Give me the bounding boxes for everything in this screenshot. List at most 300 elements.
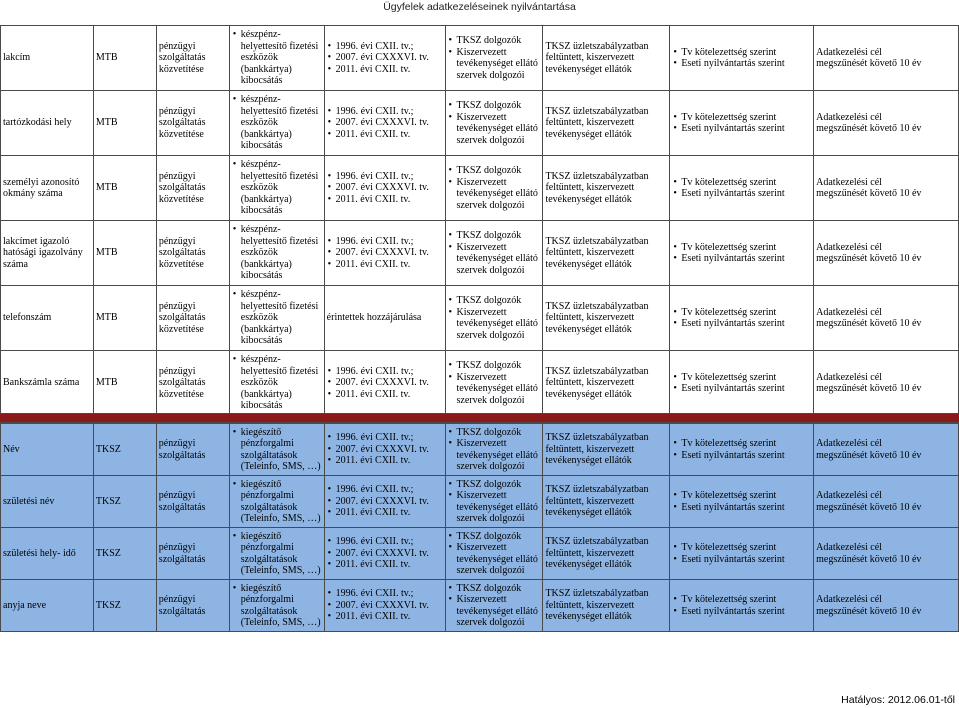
cell-line: • kiegészítő <box>240 530 282 542</box>
rules-cell <box>543 476 670 528</box>
cell-line: közvetítése <box>158 128 204 140</box>
access-item <box>448 295 541 307</box>
access-item <box>448 360 541 372</box>
cell-line: • 2011. évi CXII. tv. <box>327 64 443 76</box>
source-cell: TKSZ <box>93 580 156 632</box>
cell-line: szervek dolgozói <box>456 513 525 524</box>
cell-line: • Kiszervezett <box>456 438 507 449</box>
cell-line: Adatkezelési cél <box>816 241 882 253</box>
cell-line: szolgáltatások <box>240 501 298 513</box>
cell-line: • 1996. évi CXII. tv.; <box>327 588 443 600</box>
purpose-cell <box>814 91 959 156</box>
cell-line: • 2007. évi CXXXVI. tv. <box>327 182 443 194</box>
cell-line: TKSZ üzletszabályzatban <box>545 105 649 117</box>
cell-line: tevékenységet ellátók <box>545 193 632 205</box>
rules-cell <box>543 91 670 156</box>
cell-line: • TKSZ dolgozók <box>456 530 522 542</box>
legal-basis-cell <box>324 528 445 580</box>
service-cell <box>229 528 324 580</box>
cell-line: pénzügyi <box>158 490 196 501</box>
service-item <box>232 289 322 347</box>
cell-line: pénzügyi <box>158 542 196 553</box>
rules-cell <box>543 286 670 351</box>
cell-line: feltüntett, kiszervezett <box>545 377 635 389</box>
cell-line: feltüntett, kiszervezett <box>545 247 635 259</box>
records-table-bottom <box>0 423 959 632</box>
cell-line: • TKSZ dolgozók <box>456 478 522 490</box>
service-item <box>232 159 322 217</box>
cell-line: tevékenységet ellátó <box>456 253 538 264</box>
access-item <box>448 542 541 577</box>
cell-line: tevékenységet ellátó <box>456 318 538 329</box>
cell-line: eszközök <box>240 247 278 259</box>
cell-line: • készpénz- <box>240 29 281 41</box>
legal-basis-cell <box>324 286 445 351</box>
purpose-cell <box>814 156 959 221</box>
cell-line: pénzügyi <box>158 105 196 117</box>
cell-line: megszűnését követő 10 év <box>816 253 922 264</box>
cell-line: TKSZ üzletszabályzatban <box>545 40 649 52</box>
page-title: Ügyfelek adatkezeléseinek nyilvántartása <box>383 1 576 13</box>
cell-line: • 1996. évi CXII. tv.; <box>327 41 443 53</box>
access-cell <box>445 221 543 286</box>
cell-line: • Eseti nyilvántartás szerint <box>672 450 811 462</box>
access-item <box>448 438 541 473</box>
rules-cell <box>543 221 670 286</box>
cell-line: • 2007. évi CXXXVI. tv. <box>327 548 443 560</box>
cell-line: szervek dolgozói <box>456 134 525 146</box>
cell-line: kibocsátás <box>240 400 283 412</box>
cell-line: szervek dolgozói <box>456 329 525 341</box>
legal-basis-cell <box>324 476 445 528</box>
cell-line: szolgáltatás <box>158 449 206 461</box>
cell-line: (bankkártya) <box>240 63 292 75</box>
activity-cell <box>156 424 229 476</box>
access-cell <box>445 156 543 221</box>
cell-line: szolgáltatás <box>158 117 206 129</box>
source-cell: MTB <box>93 156 156 221</box>
cell-line: • TKSZ dolgozók <box>456 165 522 176</box>
table-row <box>1 26 959 91</box>
cell-line: pénzforgalmi <box>240 594 294 605</box>
cell-line: kibocsátás <box>240 335 283 347</box>
cell-line: tevékenységet ellátók <box>545 455 632 467</box>
cell-line: • Tv kötelezettség szerint <box>672 47 811 59</box>
service-item <box>232 427 322 473</box>
cell-line: Adatkezelési cél <box>816 111 882 123</box>
access-item <box>448 112 541 147</box>
cell-line: pénzügyi <box>158 300 196 312</box>
cell-line: • TKSZ dolgozók <box>456 426 522 438</box>
retention-cell <box>670 156 814 221</box>
cell-line: közvetítése <box>158 63 204 75</box>
cell-line: Adatkezelési cél <box>816 176 882 188</box>
cell-line: helyettesítő fizetési <box>240 365 319 377</box>
cell-line: (Teleinfo, SMS, …) <box>240 513 321 524</box>
cell-line: • kiegészítő <box>240 426 282 438</box>
cell-line: megszűnését követő 10 év <box>816 553 922 565</box>
cell-line: megszűnését követő 10 év <box>816 123 922 134</box>
source-cell: TKSZ <box>93 476 156 528</box>
cell-line: • Kiszervezett <box>456 371 507 383</box>
cell-line: • 1996. évi CXII. tv.; <box>327 484 443 496</box>
cell-line: (bankkártya) <box>240 193 292 205</box>
service-cell <box>229 91 324 156</box>
cell-line: helyettesítő fizetési <box>240 300 319 312</box>
cell-line: szolgáltatás <box>158 312 206 324</box>
activity-cell <box>156 476 229 528</box>
cell-line: • Eseti nyilvántartás szerint <box>672 606 811 618</box>
cell-line: kibocsátás <box>240 270 283 282</box>
cell-line: pénzügyi <box>158 40 196 52</box>
purpose-cell <box>814 424 959 476</box>
cell-line: • Tv kötelezettség szerint <box>672 242 811 254</box>
cell-line: tevékenységet ellátó <box>456 605 538 617</box>
cell-line: Adatkezelési cél <box>816 594 882 605</box>
cell-line: szolgáltatás <box>158 247 206 259</box>
cell-line: pénzforgalmi <box>240 438 294 449</box>
cell-line: tevékenységet ellátó <box>456 501 538 513</box>
cell-line: • TKSZ dolgozók <box>456 295 522 306</box>
retention-cell <box>670 476 814 528</box>
source-cell: MTB <box>93 26 156 91</box>
cell-line: tevékenységet ellátó <box>456 449 538 461</box>
access-item <box>448 594 541 629</box>
cell-line: Adatkezelési cél <box>816 542 882 553</box>
retention-cell <box>670 91 814 156</box>
cell-line: • készpénz- <box>240 224 281 236</box>
source-cell: MTB <box>93 91 156 156</box>
rules-cell <box>543 424 670 476</box>
purpose-cell <box>814 528 959 580</box>
cell-line: • kiegészítő <box>240 478 282 490</box>
cell-line: • 2011. évi CXII. tv. <box>327 129 443 141</box>
cell-line: • 2011. évi CXII. tv. <box>327 507 443 519</box>
cell-line: pénzügyi <box>158 235 196 247</box>
cell-line: • Kiszervezett <box>456 241 507 253</box>
cell-line: tevékenységet ellátó <box>456 553 538 565</box>
service-cell <box>229 476 324 528</box>
cell-line: TKSZ üzletszabályzatban <box>545 536 649 548</box>
table-row <box>1 351 959 416</box>
service-cell <box>229 221 324 286</box>
cell-line: TKSZ üzletszabályzatban <box>545 365 649 377</box>
cell-line: • 2007. évi CXXXVI. tv. <box>327 444 443 456</box>
cell-line: TKSZ üzletszabályzatban <box>545 484 649 496</box>
cell-line: TKSZ üzletszabályzatban <box>545 300 649 312</box>
cell-line: szolgáltatás <box>158 501 206 513</box>
access-item <box>448 165 541 177</box>
source-cell: MTB <box>93 221 156 286</box>
cell-line: (bankkártya) <box>240 258 292 270</box>
rules-cell <box>543 528 670 580</box>
cell-line: tevékenységet ellátók <box>545 559 632 571</box>
cell-line: szervek dolgozói <box>456 565 525 576</box>
cell-line: • 2007. évi CXXXVI. tv. <box>327 52 443 64</box>
data-category-cell: születési hely- idő <box>1 528 94 580</box>
access-item <box>448 177 541 212</box>
cell-line: • 2007. évi CXXXVI. tv. <box>327 117 443 129</box>
cell-line: szolgáltatás <box>158 182 206 194</box>
retention-cell <box>670 528 814 580</box>
cell-line: megszűnését követő 10 év <box>816 501 922 513</box>
cell-line: • Kiszervezett <box>456 111 507 123</box>
cell-line: (Teleinfo, SMS, …) <box>240 565 321 576</box>
data-category-cell: anyja neve <box>1 580 94 632</box>
service-cell <box>229 286 324 351</box>
activity-cell <box>156 286 229 351</box>
legal-basis-cell <box>324 351 445 416</box>
cell-line: • Tv kötelezettség szerint <box>672 177 811 189</box>
rules-cell <box>543 26 670 91</box>
cell-line: szolgáltatások <box>240 449 298 461</box>
table-row <box>1 286 959 351</box>
cell-line: • TKSZ dolgozók <box>456 35 522 46</box>
cell-line: szolgáltatás <box>158 52 206 64</box>
cell-line: TKSZ üzletszabályzatban <box>545 432 649 444</box>
cell-line: kibocsátás <box>240 75 283 87</box>
cell-line: feltüntett, kiszervezett <box>545 52 635 64</box>
service-item <box>232 29 322 87</box>
table-row <box>1 221 959 286</box>
cell-line: helyettesítő fizetési <box>240 105 319 117</box>
cell-line: feltüntett, kiszervezett <box>545 599 635 611</box>
cell-line: • Eseti nyilvántartás szerint <box>672 188 811 200</box>
source-cell: TKSZ <box>93 424 156 476</box>
cell-line: közvetítése <box>158 323 204 335</box>
cell-line: • 1996. évi CXII. tv.; <box>327 366 443 378</box>
cell-line: feltüntett, kiszervezett <box>545 495 635 507</box>
rules-cell <box>543 156 670 221</box>
cell-line: • 2011. évi CXII. tv. <box>327 259 443 271</box>
cell-line: helyettesítő fizetési <box>240 40 319 52</box>
cell-line: eszközök <box>240 377 278 389</box>
cell-line: tevékenységet ellátó <box>456 123 538 134</box>
legal-basis-cell <box>324 580 445 632</box>
section-separator <box>0 413 959 423</box>
table-row <box>1 156 959 221</box>
cell-line: megszűnését követő 10 év <box>816 188 922 199</box>
access-cell <box>445 580 543 632</box>
cell-line: • 1996. évi CXII. tv.; <box>327 171 443 183</box>
access-cell <box>445 351 543 416</box>
cell-line: • készpénz- <box>240 94 281 106</box>
cell-line: • TKSZ dolgozók <box>456 360 522 371</box>
activity-cell <box>156 91 229 156</box>
activity-cell <box>156 528 229 580</box>
retention-cell <box>670 580 814 632</box>
cell-line: feltüntett, kiszervezett <box>545 182 635 194</box>
legal-basis-cell <box>324 424 445 476</box>
access-item <box>448 230 541 242</box>
cell-line: • 2007. évi CXXXVI. tv. <box>327 600 443 612</box>
cell-line: • Kiszervezett <box>456 306 507 318</box>
cell-line: szervek dolgozói <box>456 199 525 211</box>
cell-line: megszűnését követő 10 év <box>816 605 922 617</box>
cell-line: • Kiszervezett <box>456 46 507 58</box>
access-cell <box>445 26 543 91</box>
retention-cell <box>670 26 814 91</box>
table-row <box>1 91 959 156</box>
cell-line: • 1996. évi CXII. tv.; <box>327 536 443 548</box>
access-cell <box>445 476 543 528</box>
cell-line: • 2011. évi CXII. tv. <box>327 455 443 467</box>
cell-line: szolgáltatás <box>158 553 206 565</box>
cell-line: • Eseti nyilvántartás szerint <box>672 318 811 330</box>
cell-line: kibocsátás <box>240 140 283 152</box>
cell-line: pénzügyi <box>158 365 196 377</box>
table-row <box>1 528 959 580</box>
cell-line: érintettek hozzájárulása <box>326 312 422 324</box>
legal-basis-cell <box>324 221 445 286</box>
service-cell <box>229 26 324 91</box>
cell-line: • Eseti nyilvántartás szerint <box>672 123 811 135</box>
cell-line: • Tv kötelezettség szerint <box>672 594 811 606</box>
cell-line: eszközök <box>240 52 278 64</box>
access-item <box>448 242 541 277</box>
cell-line: TKSZ üzletszabályzatban <box>545 588 649 600</box>
cell-line: tevékenységet ellátók <box>545 128 632 140</box>
data-category-cell: telefonszám <box>1 286 94 351</box>
access-cell <box>445 528 543 580</box>
cell-line: • Tv kötelezettség szerint <box>672 490 811 502</box>
access-item <box>448 479 541 491</box>
cell-line: tevékenységet ellátók <box>545 63 632 75</box>
cell-line: megszűnését követő 10 év <box>816 318 922 329</box>
data-category-cell: Bankszámla száma <box>1 351 94 416</box>
rules-cell <box>543 580 670 632</box>
purpose-cell <box>814 286 959 351</box>
cell-line: TKSZ üzletszabályzatban <box>545 235 649 247</box>
purpose-cell <box>814 221 959 286</box>
cell-line: (bankkártya) <box>240 323 292 335</box>
retention-cell <box>670 424 814 476</box>
cell-line: közvetítése <box>158 258 204 270</box>
data-category-cell: Név <box>1 424 94 476</box>
cell-line: tevékenységet ellátók <box>545 507 632 519</box>
cell-line: pénzügyi <box>158 170 196 182</box>
cell-line: • Kiszervezett <box>456 594 507 605</box>
cell-line: Adatkezelési cél <box>816 306 882 318</box>
cell-line: • TKSZ dolgozók <box>456 230 522 241</box>
cell-line: • Tv kötelezettség szerint <box>672 112 811 124</box>
source-cell: TKSZ <box>93 528 156 580</box>
cell-line: • 1996. évi CXII. tv.; <box>327 432 443 444</box>
cell-line: pénzforgalmi <box>240 542 294 553</box>
cell-line: kibocsátás <box>240 205 283 217</box>
service-item <box>232 224 322 282</box>
cell-line: helyettesítő fizetési <box>240 170 319 182</box>
cell-line: feltüntett, kiszervezett <box>545 547 635 559</box>
service-cell <box>229 424 324 476</box>
purpose-cell <box>814 351 959 416</box>
cell-line: • készpénz- <box>240 159 281 171</box>
cell-line: • Eseti nyilvántartás szerint <box>672 502 811 514</box>
cell-line: szervek dolgozói <box>456 461 525 472</box>
cell-line: pénzügyi <box>158 438 196 449</box>
retention-cell <box>670 351 814 416</box>
cell-line: • 2011. évi CXII. tv. <box>327 559 443 571</box>
cell-line: • Eseti nyilvántartás szerint <box>672 58 811 70</box>
access-cell <box>445 91 543 156</box>
service-item <box>232 479 322 525</box>
rules-cell <box>543 351 670 416</box>
data-category-cell: tartózkodási hely <box>1 91 94 156</box>
cell-line: (Teleinfo, SMS, …) <box>240 461 321 472</box>
cell-line: • Tv kötelezettség szerint <box>672 542 811 554</box>
cell-line: szervek dolgozói <box>456 617 525 628</box>
cell-line: (Teleinfo, SMS, …) <box>240 617 321 628</box>
access-item <box>448 490 541 525</box>
cell-line: • Eseti nyilvántartás szerint <box>672 383 811 395</box>
cell-line: • Kiszervezett <box>456 542 507 553</box>
activity-cell <box>156 221 229 286</box>
access-item <box>448 47 541 82</box>
cell-line: • Tv kötelezettség szerint <box>672 372 811 384</box>
cell-line: Adatkezelési cél <box>816 438 882 449</box>
activity-cell <box>156 351 229 416</box>
purpose-cell <box>814 26 959 91</box>
retention-cell <box>670 221 814 286</box>
cell-line: tevékenységet ellátók <box>545 611 632 623</box>
access-item <box>448 531 541 543</box>
purpose-cell <box>814 580 959 632</box>
records-table-top <box>0 25 959 416</box>
cell-line: • kiegészítő <box>240 582 282 594</box>
activity-cell <box>156 26 229 91</box>
cell-line: megszűnését követő 10 év <box>816 58 922 69</box>
cell-line: tevékenységet ellátó <box>456 58 538 69</box>
legal-basis-cell <box>324 26 445 91</box>
source-cell: MTB <box>93 351 156 416</box>
cell-line: megszűnését követő 10 év <box>816 449 922 461</box>
cell-line: helyettesítő fizetési <box>240 235 319 247</box>
cell-line: megszűnését követő 10 év <box>816 383 922 394</box>
table-row <box>1 580 959 632</box>
cell-line: • 2007. évi CXXXVI. tv. <box>327 247 443 259</box>
cell-line: feltüntett, kiszervezett <box>545 312 635 324</box>
access-item <box>448 372 541 407</box>
cell-line: • Tv kötelezettség szerint <box>672 438 811 450</box>
data-category-cell: személyi azonosító okmány száma <box>1 156 94 221</box>
access-item <box>448 100 541 112</box>
source-cell: MTB <box>93 286 156 351</box>
cell-line: tevékenységet ellátó <box>456 383 538 394</box>
cell-line: feltüntett, kiszervezett <box>545 117 635 129</box>
access-item <box>448 583 541 595</box>
service-item <box>232 354 322 412</box>
service-item <box>232 583 322 629</box>
cell-line: pénzügyi <box>158 594 196 605</box>
cell-line: eszközök <box>240 312 278 324</box>
cell-line: • Eseti nyilvántartás szerint <box>672 253 811 265</box>
cell-line: TKSZ üzletszabályzatban <box>545 170 649 182</box>
cell-line: szolgáltatások <box>240 553 298 565</box>
access-cell <box>445 424 543 476</box>
service-item <box>232 94 322 152</box>
cell-line: szervek dolgozói <box>456 69 525 81</box>
retention-cell <box>670 286 814 351</box>
cell-line: szolgáltatások <box>240 605 298 617</box>
cell-line: közvetítése <box>158 193 204 205</box>
purpose-cell <box>814 476 959 528</box>
cell-line: szolgáltatás <box>158 377 206 389</box>
cell-line: tevékenységet ellátók <box>545 323 632 335</box>
cell-line: Adatkezelési cél <box>816 490 882 501</box>
access-cell <box>445 286 543 351</box>
cell-line: • 2011. évi CXII. tv. <box>327 194 443 206</box>
cell-line: • készpénz- <box>240 354 281 366</box>
